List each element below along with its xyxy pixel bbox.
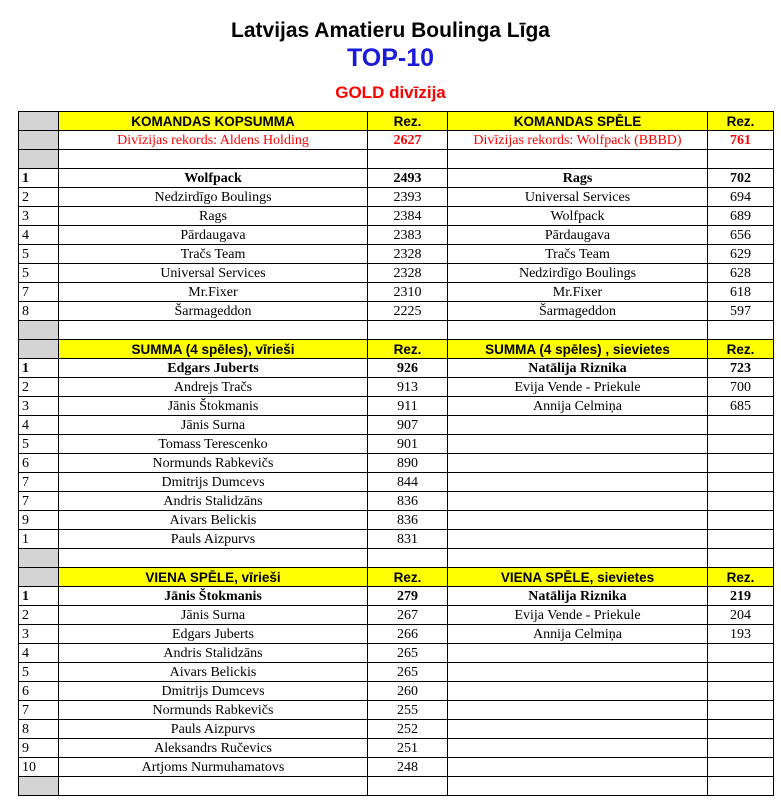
right-name-cell bbox=[448, 435, 708, 454]
empty-cell bbox=[19, 549, 59, 568]
empty-cell bbox=[368, 549, 448, 568]
right-name-cell bbox=[448, 511, 708, 530]
division-record-row bbox=[19, 131, 774, 150]
table-row bbox=[19, 454, 774, 473]
rank-cell: 6 bbox=[19, 682, 59, 701]
left-score-cell: 913 bbox=[368, 378, 448, 397]
left-name-cell: Tračs Team bbox=[59, 245, 368, 264]
table-row bbox=[19, 245, 774, 264]
right-name-cell: Annija Celmiņa bbox=[448, 625, 708, 644]
rank-cell: 2 bbox=[19, 378, 59, 397]
table-row bbox=[19, 606, 774, 625]
table-row bbox=[19, 359, 774, 378]
empty-cell bbox=[59, 321, 368, 340]
right-score-cell: 204 bbox=[708, 606, 774, 625]
left-name-cell: Normunds Rabkevičs bbox=[59, 454, 368, 473]
page-subtitle: TOP-10 bbox=[346, 44, 435, 72]
right-name-cell bbox=[448, 663, 708, 682]
right-name-cell bbox=[448, 720, 708, 739]
rank-cell: 9 bbox=[19, 511, 59, 530]
left-score-cell: 248 bbox=[368, 758, 448, 777]
left-score-cell: 901 bbox=[368, 435, 448, 454]
empty-cell bbox=[448, 150, 708, 169]
left-name-cell: Normunds Rabkevičs bbox=[59, 701, 368, 720]
standings-body bbox=[19, 112, 774, 796]
left-name-cell: Universal Services bbox=[59, 264, 368, 283]
right-name-cell: Natālija Riznika bbox=[448, 587, 708, 606]
right-name-cell: Evija Vende - Priekule bbox=[448, 378, 708, 397]
left-score-cell: 2328 bbox=[368, 264, 448, 283]
left-name-cell: Pauls Aizpurvs bbox=[59, 720, 368, 739]
table-row bbox=[19, 644, 774, 663]
right-section-title: KOMANDAS SPĒLE bbox=[448, 112, 708, 131]
rank-cell: 1 bbox=[19, 530, 59, 549]
right-score-cell bbox=[708, 511, 774, 530]
table-row bbox=[19, 169, 774, 188]
table-row bbox=[19, 188, 774, 207]
empty-cell bbox=[368, 777, 448, 796]
rank-cell: 4 bbox=[19, 226, 59, 245]
rank-cell: 3 bbox=[19, 625, 59, 644]
rank-cell bbox=[19, 131, 59, 150]
rank-cell: 5 bbox=[19, 435, 59, 454]
rank-cell: 1 bbox=[19, 359, 59, 378]
table-row bbox=[19, 587, 774, 606]
standings-table bbox=[18, 111, 774, 796]
left-score-cell: 251 bbox=[368, 739, 448, 758]
left-name-cell: Nedzirdīgo Boulings bbox=[59, 188, 368, 207]
empty-cell bbox=[19, 150, 59, 169]
rank-cell: 4 bbox=[19, 644, 59, 663]
right-name-cell bbox=[448, 644, 708, 663]
rank-cell: 1 bbox=[19, 169, 59, 188]
right-score-cell bbox=[708, 644, 774, 663]
rank-cell: 2 bbox=[19, 606, 59, 625]
rank-cell: 8 bbox=[19, 302, 59, 321]
right-score-cell bbox=[708, 701, 774, 720]
empty-cell bbox=[448, 321, 708, 340]
right-res-header: Rez. bbox=[708, 568, 774, 587]
empty-cell bbox=[708, 321, 774, 340]
right-name-cell: Wolfpack bbox=[448, 207, 708, 226]
left-name-cell: Tomass Terescenko bbox=[59, 435, 368, 454]
left-name-cell: Aivars Belickis bbox=[59, 511, 368, 530]
right-name-cell bbox=[448, 492, 708, 511]
table-row bbox=[19, 492, 774, 511]
section-header-row bbox=[19, 112, 774, 131]
right-record-text: Divīzijas rekords: Wolfpack (BBBD) bbox=[448, 131, 708, 150]
left-name-cell: Edgars Juberts bbox=[59, 625, 368, 644]
empty-cell bbox=[19, 321, 59, 340]
left-name-cell: Pauls Aizpurvs bbox=[59, 530, 368, 549]
right-section-title: SUMMA (4 spēles) , sievietes bbox=[448, 340, 708, 359]
left-score-cell: 260 bbox=[368, 682, 448, 701]
division-label: GOLD divīzija bbox=[335, 83, 446, 102]
table-row bbox=[19, 473, 774, 492]
rank-cell: 6 bbox=[19, 454, 59, 473]
empty-cell bbox=[708, 150, 774, 169]
right-name-cell: Annija Celmiņa bbox=[448, 397, 708, 416]
left-score-cell: 2393 bbox=[368, 188, 448, 207]
left-name-cell: Jānis Štokmanis bbox=[59, 397, 368, 416]
right-score-cell: 656 bbox=[708, 226, 774, 245]
right-score-cell: 629 bbox=[708, 245, 774, 264]
right-score-cell: 689 bbox=[708, 207, 774, 226]
empty-cell bbox=[59, 549, 368, 568]
page-title: Latvijas Amatieru Boulinga Līga bbox=[231, 19, 550, 42]
left-name-cell: Pārdaugava bbox=[59, 226, 368, 245]
rank-cell: 2 bbox=[19, 188, 59, 207]
right-score-cell: 618 bbox=[708, 283, 774, 302]
right-score-cell: 685 bbox=[708, 397, 774, 416]
right-name-cell bbox=[448, 758, 708, 777]
section-header-row bbox=[19, 340, 774, 359]
left-record-value: 2627 bbox=[368, 131, 448, 150]
left-score-cell: 252 bbox=[368, 720, 448, 739]
left-name-cell: Edgars Juberts bbox=[59, 359, 368, 378]
rank-header-cell bbox=[19, 340, 59, 359]
left-res-header: Rez. bbox=[368, 568, 448, 587]
table-row bbox=[19, 207, 774, 226]
rank-cell: 3 bbox=[19, 207, 59, 226]
rank-cell: 7 bbox=[19, 492, 59, 511]
empty-cell bbox=[708, 549, 774, 568]
right-score-cell: 597 bbox=[708, 302, 774, 321]
left-score-cell: 255 bbox=[368, 701, 448, 720]
left-section-title: SUMMA (4 spēles), vīrieši bbox=[59, 340, 368, 359]
rank-cell: 7 bbox=[19, 701, 59, 720]
left-score-cell: 2383 bbox=[368, 226, 448, 245]
rank-cell: 1 bbox=[19, 587, 59, 606]
rank-cell: 3 bbox=[19, 397, 59, 416]
left-score-cell: 890 bbox=[368, 454, 448, 473]
left-score-cell: 2310 bbox=[368, 283, 448, 302]
right-score-cell: 702 bbox=[708, 169, 774, 188]
right-name-cell bbox=[448, 416, 708, 435]
left-score-cell: 911 bbox=[368, 397, 448, 416]
left-score-cell: 265 bbox=[368, 663, 448, 682]
right-score-cell bbox=[708, 473, 774, 492]
left-score-cell: 926 bbox=[368, 359, 448, 378]
rank-cell: 7 bbox=[19, 283, 59, 302]
left-name-cell: Andris Stalidzāns bbox=[59, 492, 368, 511]
left-res-header: Rez. bbox=[368, 340, 448, 359]
left-name-cell: Rags bbox=[59, 207, 368, 226]
right-score-cell bbox=[708, 720, 774, 739]
right-name-cell bbox=[448, 682, 708, 701]
right-name-cell bbox=[448, 739, 708, 758]
left-name-cell: Aivars Belickis bbox=[59, 663, 368, 682]
table-row bbox=[19, 758, 774, 777]
rank-cell: 7 bbox=[19, 473, 59, 492]
right-score-cell bbox=[708, 758, 774, 777]
right-score-cell: 628 bbox=[708, 264, 774, 283]
right-record-value: 761 bbox=[708, 131, 774, 150]
table-row bbox=[19, 264, 774, 283]
right-name-cell: Universal Services bbox=[448, 188, 708, 207]
left-record-text: Divīzijas rekords: Aldens Holding bbox=[59, 131, 368, 150]
left-name-cell: Wolfpack bbox=[59, 169, 368, 188]
rank-cell: 4 bbox=[19, 416, 59, 435]
rank-cell: 9 bbox=[19, 739, 59, 758]
table-row bbox=[19, 226, 774, 245]
right-name-cell: Evija Vende - Priekule bbox=[448, 606, 708, 625]
table-row bbox=[19, 416, 774, 435]
left-name-cell: Aleksandrs Ručevics bbox=[59, 739, 368, 758]
right-res-header: Rez. bbox=[708, 340, 774, 359]
right-score-cell: 723 bbox=[708, 359, 774, 378]
left-res-header: Rez. bbox=[368, 112, 448, 131]
rank-cell: 5 bbox=[19, 663, 59, 682]
right-name-cell bbox=[448, 454, 708, 473]
spacer-row bbox=[19, 549, 774, 568]
rank-header-cell bbox=[19, 568, 59, 587]
right-res-header: Rez. bbox=[708, 112, 774, 131]
left-score-cell: 2493 bbox=[368, 169, 448, 188]
left-score-cell: 2384 bbox=[368, 207, 448, 226]
table-row bbox=[19, 739, 774, 758]
rank-cell: 10 bbox=[19, 758, 59, 777]
spacer-row bbox=[19, 321, 774, 340]
left-score-cell: 265 bbox=[368, 644, 448, 663]
section-header-row bbox=[19, 568, 774, 587]
left-score-cell: 279 bbox=[368, 587, 448, 606]
table-row bbox=[19, 378, 774, 397]
left-score-cell: 907 bbox=[368, 416, 448, 435]
empty-cell bbox=[59, 777, 368, 796]
left-score-cell: 267 bbox=[368, 606, 448, 625]
empty-cell bbox=[368, 150, 448, 169]
left-score-cell: 836 bbox=[368, 511, 448, 530]
right-name-cell: Natālija Riznika bbox=[448, 359, 708, 378]
left-score-cell: 831 bbox=[368, 530, 448, 549]
table-row bbox=[19, 435, 774, 454]
right-score-cell: 694 bbox=[708, 188, 774, 207]
right-name-cell: Nedzirdīgo Boulings bbox=[448, 264, 708, 283]
left-name-cell: Šarmageddon bbox=[59, 302, 368, 321]
left-name-cell: Andrejs Tračs bbox=[59, 378, 368, 397]
spacer-row bbox=[19, 777, 774, 796]
empty-cell bbox=[19, 777, 59, 796]
left-score-cell: 2225 bbox=[368, 302, 448, 321]
right-score-cell: 219 bbox=[708, 587, 774, 606]
table-row bbox=[19, 720, 774, 739]
left-score-cell: 844 bbox=[368, 473, 448, 492]
left-section-title: VIENA SPĒLE, vīrieši bbox=[59, 568, 368, 587]
left-score-cell: 836 bbox=[368, 492, 448, 511]
table-row bbox=[19, 682, 774, 701]
empty-cell bbox=[708, 777, 774, 796]
right-name-cell: Šarmageddon bbox=[448, 302, 708, 321]
empty-cell bbox=[448, 777, 708, 796]
right-score-cell bbox=[708, 416, 774, 435]
table-row bbox=[19, 530, 774, 549]
right-name-cell: Rags bbox=[448, 169, 708, 188]
right-score-cell bbox=[708, 435, 774, 454]
rank-cell: 5 bbox=[19, 264, 59, 283]
empty-cell bbox=[59, 150, 368, 169]
right-score-cell bbox=[708, 454, 774, 473]
right-score-cell: 700 bbox=[708, 378, 774, 397]
table-row bbox=[19, 302, 774, 321]
left-section-title: KOMANDAS KOPSUMMA bbox=[59, 112, 368, 131]
table-row bbox=[19, 663, 774, 682]
right-score-cell bbox=[708, 739, 774, 758]
left-name-cell: Artjoms Nurmuhamatovs bbox=[59, 758, 368, 777]
right-name-cell: Pārdaugava bbox=[448, 226, 708, 245]
right-score-cell bbox=[708, 530, 774, 549]
right-score-cell bbox=[708, 492, 774, 511]
rank-header-cell bbox=[19, 112, 59, 131]
left-score-cell: 2328 bbox=[368, 245, 448, 264]
right-section-title: VIENA SPĒLE, sievietes bbox=[448, 568, 708, 587]
table-row bbox=[19, 511, 774, 530]
left-name-cell: Jānis Surna bbox=[59, 416, 368, 435]
table-row bbox=[19, 397, 774, 416]
right-name-cell: Mr.Fixer bbox=[448, 283, 708, 302]
left-name-cell: Dmitrijs Dumcevs bbox=[59, 473, 368, 492]
right-name-cell bbox=[448, 530, 708, 549]
table-row bbox=[19, 625, 774, 644]
left-name-cell: Jānis Surna bbox=[59, 606, 368, 625]
left-name-cell: Andris Stalidzāns bbox=[59, 644, 368, 663]
left-score-cell: 266 bbox=[368, 625, 448, 644]
spacer-row bbox=[19, 150, 774, 169]
left-name-cell: Mr.Fixer bbox=[59, 283, 368, 302]
empty-cell bbox=[368, 321, 448, 340]
right-score-cell bbox=[708, 663, 774, 682]
empty-cell bbox=[448, 549, 708, 568]
right-score-cell: 193 bbox=[708, 625, 774, 644]
right-name-cell: Tračs Team bbox=[448, 245, 708, 264]
right-score-cell bbox=[708, 682, 774, 701]
table-row bbox=[19, 701, 774, 720]
rank-cell: 5 bbox=[19, 245, 59, 264]
right-name-cell bbox=[448, 701, 708, 720]
table-row bbox=[19, 283, 774, 302]
rank-cell: 8 bbox=[19, 720, 59, 739]
left-name-cell: Jānis Štokmanis bbox=[59, 587, 368, 606]
right-name-cell bbox=[448, 473, 708, 492]
left-name-cell: Dmitrijs Dumcevs bbox=[59, 682, 368, 701]
